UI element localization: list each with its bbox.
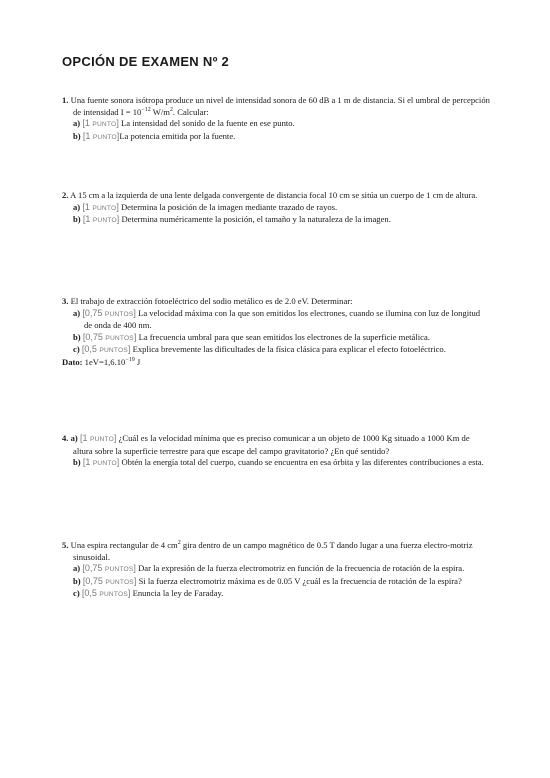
question-part (62, 588, 490, 601)
question-stem (62, 95, 490, 118)
data-note (62, 357, 490, 369)
points-badge: [0,75 PUNTOS] (82, 331, 137, 342)
stem-text: El trabajo de extracción fotoeléctrico del sodio metálico es de 2.0 eV. Determinar: (70, 296, 353, 306)
part-label: a) (73, 307, 81, 318)
part-label: b) (73, 214, 81, 225)
part-text: La potencia emitida por la fuente. (119, 130, 236, 141)
question-number: 1. (62, 95, 69, 105)
question-part (62, 202, 490, 215)
part-text: Si la fuerza electromotriz máxima es de 0.05 V ¿cuál es la frecuencia de rotación de la espira? (136, 575, 462, 586)
points-badge: [0,5 PUNTOS] (81, 344, 131, 355)
exponent: −19 (125, 357, 135, 364)
part-text: La intensidad del sonido de la fuente en ese punto. (118, 118, 295, 129)
stem-text: A 15 cm a la izquierda de una lente delgada convergente de distancia focal 10 cm se sitúa un cuerpo de 1 cm de altura. (70, 190, 478, 200)
stem-text: Una fuente sonora isótropa produce un nivel de intensidad sonora de 60 dB a 1 m de distancia. Si el umbral de percepción de intensidad I = 10 (70, 95, 490, 117)
question-number: 3. (62, 296, 69, 306)
points-badge: [1 PUNTO] (82, 130, 120, 141)
stem-text: . Calcular: (172, 106, 209, 117)
points-badge: [1 PUNTO] (82, 457, 120, 468)
page-title: OPCIÓN DE EXAMEN Nº 2 (62, 54, 230, 69)
data-text: 1eV=1,6.10 (82, 356, 126, 367)
exponent: 2 (169, 106, 173, 113)
part-text: Determina numéricamente la posición, el tamaño y la naturaleza de la imagen. (119, 214, 391, 225)
points-badge: [0,75 PUNTOS] (82, 563, 136, 574)
question-4 (62, 433, 490, 470)
part-text: Determina la posición de la imagen mediante trazado de rayos. (118, 201, 338, 212)
points-badge: [1 PUNTO] (82, 118, 119, 129)
stem-text: Una espira rectangular de 4 cm (70, 540, 178, 550)
data-unit: J (134, 356, 141, 367)
part-label: b) (73, 575, 81, 586)
question-stem (62, 296, 490, 308)
question-stem (62, 190, 490, 202)
question-part (62, 332, 490, 345)
points-badge: [0,75 PUNTOS] (82, 307, 136, 318)
question-part (62, 118, 490, 131)
question-1 (62, 95, 490, 143)
stem-text: W/m (150, 106, 170, 117)
stem-text: gira dentro de un campo magnético de 0.5 T dando lugar a una fuerza electro-motriz sinusoidal. (73, 540, 473, 562)
question-2 (62, 190, 490, 227)
exponent: −12 (141, 106, 151, 113)
part-label: a) (73, 201, 81, 212)
points-badge: [1 PUNTO] (79, 433, 117, 443)
part-label: a) (70, 433, 78, 443)
points-badge: [0,75 PUNTOS] (82, 575, 137, 586)
part-label: b) (73, 331, 81, 342)
question-part (62, 457, 490, 470)
part-text: ¿Cuál es la velocidad mínima que es preciso comunicar a un objeto de 1000 Kg situado a 1000 Km de altura sobre la superficie terrestre para que escape del campo gravitatorio? ¿En qué sentido? (73, 433, 470, 456)
part-label: a) (73, 563, 81, 574)
part-text: Enuncia la ley de Faraday. (130, 588, 224, 599)
question-stem (62, 540, 490, 563)
question-part (62, 576, 490, 589)
points-badge: [0,5 PUNTOS] (81, 588, 131, 599)
question-part (62, 563, 490, 576)
data-label: Dato: (62, 356, 83, 367)
question-part (62, 344, 490, 357)
part-text: Explica brevemente las dificultades de la física clásica para explicar el efecto fotoeléctrico. (130, 344, 446, 355)
part-label: b) (73, 457, 81, 468)
question-number: 4. (62, 433, 69, 443)
part-label: c) (73, 588, 80, 599)
question-part (62, 214, 490, 227)
question-3 (62, 296, 490, 369)
part-label: b) (73, 130, 81, 141)
exponent: 2 (177, 540, 181, 547)
part-label: a) (73, 118, 81, 129)
question-number: 2. (62, 190, 69, 200)
points-badge: [1 PUNTO] (82, 201, 119, 212)
question-number: 5. (62, 540, 69, 550)
part-text: Obtén la energía total del cuerpo, cuando se encuentra en esa órbita y las diferentes contribuciones a esta. (119, 457, 484, 468)
part-label: c) (73, 344, 80, 355)
part-text: La velocidad máxima con la que son emitidos los electrones, cuando se ilumina con luz de longitud de onda de 400 nm. (84, 307, 481, 331)
question-part (62, 308, 490, 332)
question-part (62, 131, 490, 144)
points-badge: [1 PUNTO] (82, 214, 120, 225)
part-text: La frecuencia umbral para que sean emitidos los electrones de la superficie metálica. (136, 331, 430, 342)
question-5 (62, 540, 490, 601)
question-part (62, 433, 490, 457)
part-text: Dar la expresión de la fuerza electromotriz en función de la frecuencia de rotación de la espira. (135, 563, 465, 574)
